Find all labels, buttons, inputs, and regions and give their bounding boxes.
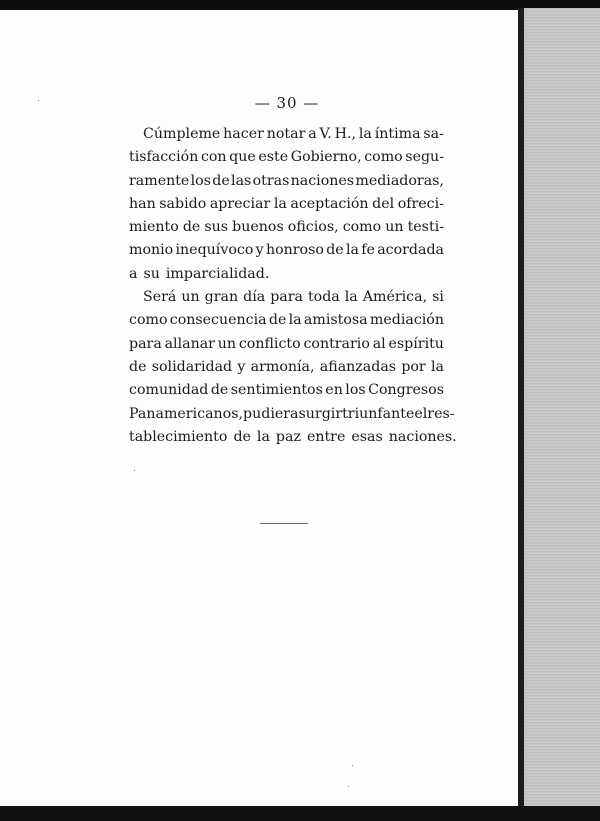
- text-word: día: [243, 289, 266, 306]
- text-word: si: [432, 289, 444, 306]
- text-word: pudiera: [243, 405, 299, 422]
- text-word: a: [308, 126, 317, 142]
- scan-border-right-strip: [524, 8, 600, 808]
- text-line: [129, 170, 444, 193]
- text-word: para: [270, 289, 303, 306]
- text-word: paz: [275, 428, 301, 445]
- text-word: naciones: [290, 172, 355, 189]
- text-word: inequívoco: [175, 242, 254, 259]
- text-line: [129, 426, 457, 449]
- text-word: un: [385, 219, 404, 236]
- text-word: apreciar: [209, 195, 271, 212]
- text-word: un: [217, 335, 237, 352]
- text-word: Panamericanos,: [129, 405, 244, 422]
- text-word: conflicto: [238, 335, 301, 352]
- text-word: armonía,: [250, 358, 315, 375]
- text-line: [129, 379, 444, 402]
- text-word: otras: [252, 172, 290, 189]
- text-word: para: [129, 335, 162, 352]
- text-word: el: [414, 405, 428, 422]
- text-word: su: [143, 265, 160, 282]
- text-word: res-: [427, 405, 455, 422]
- text-word: fe: [361, 242, 375, 259]
- text-word: ramente: [129, 172, 190, 189]
- text-word: miento: [129, 219, 179, 236]
- text-line: [129, 403, 455, 426]
- text-word: amistosa: [303, 312, 368, 329]
- text-word: sentimientos: [230, 382, 323, 399]
- text-word: testi-: [407, 219, 444, 236]
- scan-border-top: [0, 0, 600, 10]
- text-word: de: [212, 172, 230, 189]
- text-word: triunfante: [342, 405, 415, 422]
- text-word: sabido: [159, 195, 207, 212]
- text-word: entre: [306, 428, 346, 445]
- text-word: hacer: [223, 126, 264, 142]
- text-line: [129, 146, 444, 169]
- text-word: solidaridad: [151, 358, 233, 375]
- text-word: la: [430, 358, 444, 375]
- text-word: buenos: [232, 219, 284, 236]
- text-word: comunidad: [129, 382, 209, 399]
- scan-speck: [38, 100, 39, 101]
- body-text: [129, 123, 457, 449]
- text-word: la: [358, 126, 372, 142]
- text-word: mediadoras,: [355, 172, 444, 189]
- text-word: la: [273, 195, 287, 212]
- text-word: de: [182, 219, 201, 236]
- text-word: América,: [362, 289, 428, 306]
- text-word: segu-: [405, 149, 444, 166]
- text-word: con: [200, 149, 227, 166]
- text-word: aceptación: [290, 195, 369, 212]
- scan-border-bottom: [0, 806, 600, 821]
- text-word: de: [233, 428, 251, 445]
- text-word: notar: [266, 126, 306, 142]
- text-word: H.,: [334, 126, 357, 142]
- text-word: toda: [307, 289, 340, 306]
- text-word: sus: [204, 219, 229, 236]
- text-word: Congresos: [368, 382, 444, 399]
- section-separator-rule: [260, 523, 308, 524]
- text-word: acordada: [377, 242, 444, 259]
- text-word: en: [325, 382, 343, 399]
- text-word: la: [288, 312, 302, 329]
- text-word: allanar: [164, 335, 215, 352]
- text-word: ofreci-: [397, 195, 444, 212]
- text-word: como: [129, 312, 168, 329]
- text-word: la: [344, 289, 358, 306]
- text-word: V.: [319, 126, 332, 142]
- text-word: espíritu: [388, 335, 444, 352]
- text-word: y: [255, 242, 264, 259]
- text-word: íntima: [374, 126, 421, 142]
- text-word: de: [210, 382, 229, 399]
- text-word: honroso: [265, 242, 324, 259]
- text-word: surgir: [298, 405, 343, 422]
- text-word: afianzadas: [319, 358, 397, 375]
- text-word: sa-: [423, 126, 444, 142]
- text-word: contrario: [303, 335, 370, 352]
- text-line: [129, 216, 444, 239]
- text-word: las: [231, 172, 252, 189]
- scan-speck: [348, 786, 349, 787]
- text-word: por: [401, 358, 426, 375]
- text-word: la: [256, 428, 270, 445]
- text-word: de: [326, 242, 344, 259]
- text-word: oficios,: [287, 219, 339, 236]
- text-word: tablecimiento: [129, 428, 228, 445]
- text-word: la: [345, 242, 359, 259]
- page-number: — 30 —: [254, 94, 320, 112]
- text-word: y: [237, 358, 246, 375]
- scan-speck: [352, 765, 353, 766]
- text-word: Será: [143, 289, 177, 306]
- text-word: este: [258, 149, 289, 166]
- text-word: mediación: [369, 312, 444, 329]
- text-line: [129, 123, 444, 146]
- text-word: tisfacción: [129, 149, 199, 166]
- text-line: [129, 286, 444, 309]
- text-word: de: [268, 312, 287, 329]
- text-word: al: [372, 335, 386, 352]
- text-word: que: [229, 149, 256, 166]
- text-word: naciones.: [388, 428, 457, 445]
- text-word: los: [190, 172, 211, 189]
- text-word: Gobierno,: [290, 149, 362, 166]
- text-word: los: [345, 382, 366, 399]
- text-line: [129, 309, 444, 332]
- text-word: imparcialidad.: [165, 265, 270, 282]
- text-word: gran: [204, 289, 239, 306]
- text-word: han: [129, 195, 156, 212]
- text-word: esas: [351, 428, 383, 445]
- text-word: como: [342, 219, 382, 236]
- text-word: del: [372, 195, 395, 212]
- text-line: [129, 193, 444, 216]
- text-line: [129, 356, 444, 379]
- text-word: consecuencia: [169, 312, 267, 329]
- text-word: Cúmpleme: [143, 126, 221, 142]
- scan-speck: [134, 470, 135, 471]
- text-word: a: [129, 265, 138, 282]
- text-word: monio: [129, 242, 174, 259]
- text-word: un: [181, 289, 200, 306]
- text-word: de: [129, 358, 147, 375]
- text-line: [129, 333, 444, 356]
- text-line: [129, 263, 444, 286]
- text-word: como: [364, 149, 403, 166]
- text-line: [129, 239, 444, 262]
